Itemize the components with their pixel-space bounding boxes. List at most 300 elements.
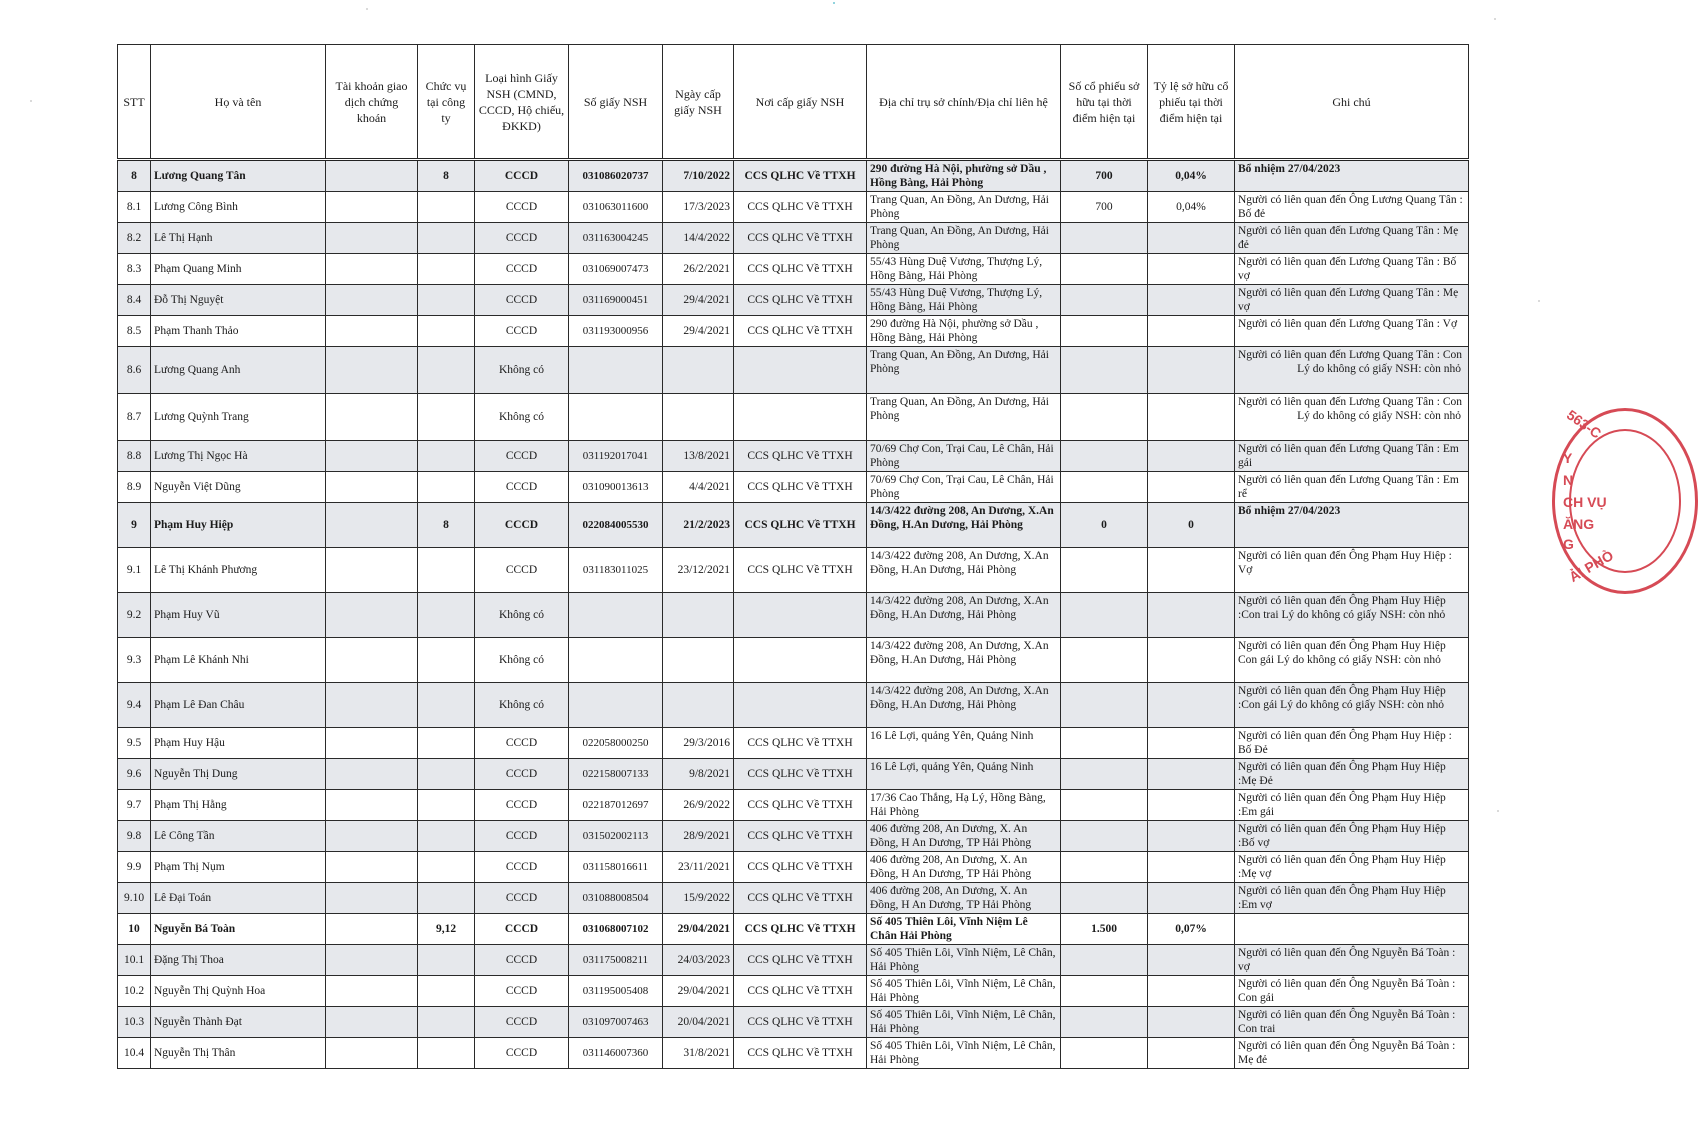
note-text: Người có liên quan đến Ông Lương Quang Tân : Bố đẻ — [1238, 194, 1463, 220]
table-row — [118, 945, 1469, 976]
note-cell — [1235, 790, 1469, 821]
account-cell — [326, 914, 418, 945]
scan-speck — [30, 100, 32, 102]
note-text: Người có liên quan đến Ông Nguyễn Bá Toàn : Con trai — [1238, 1009, 1456, 1035]
scan-speck — [1494, 18, 1496, 20]
note-text: Người có liên quan đến Lương Quang Tân : Em gái — [1238, 443, 1459, 469]
name-cell: Đỗ Thị Nguyệt — [151, 285, 326, 316]
name-cell: Lê Công Tần — [151, 821, 326, 852]
stt-cell: 8.2 — [118, 223, 151, 254]
id-number-cell: 031175008211 — [569, 945, 663, 976]
issue-place-cell — [734, 347, 867, 394]
shares-cell — [1061, 1007, 1148, 1038]
position-cell: 8 — [418, 503, 475, 548]
shares-cell — [1061, 790, 1148, 821]
account-cell — [326, 945, 418, 976]
position-cell — [418, 316, 475, 347]
issue-place-cell: CCS QLHC Về TTXH — [734, 1007, 867, 1038]
name-cell: Phạm Lê Đan Châu — [151, 683, 326, 728]
issue-date-cell: 9/8/2021 — [663, 759, 734, 790]
address-cell: Số 405 Thiên Lôi, Vĩnh Niệm, Lê Chân, Hải Phòng — [867, 1038, 1061, 1069]
id-number-cell: 031088008504 — [569, 883, 663, 914]
ratio-cell — [1148, 593, 1235, 638]
table-row — [118, 728, 1469, 759]
note-text: Bổ nhiệm 27/04/2023 — [1238, 163, 1341, 175]
table-row — [118, 638, 1469, 683]
shares-cell — [1061, 638, 1148, 683]
id-type-cell: Không có — [475, 683, 569, 728]
table-row — [118, 347, 1469, 394]
address-cell: Trang Quan, An Đồng, An Dương, Hải Phòng — [867, 394, 1061, 441]
id-type-cell: CCCD — [475, 548, 569, 593]
issue-date-cell: 23/11/2021 — [663, 852, 734, 883]
issue-date-cell — [663, 347, 734, 394]
account-cell — [326, 472, 418, 503]
id-type-cell: CCCD — [475, 759, 569, 790]
name-cell: Lương Quỳnh Trang — [151, 394, 326, 441]
stt-cell: 8.4 — [118, 285, 151, 316]
shares-cell — [1061, 945, 1148, 976]
seal-line: 563-C — [1563, 406, 1605, 442]
issue-date-cell: 29/04/2021 — [663, 976, 734, 1007]
position-cell — [418, 821, 475, 852]
issue-date-cell: 20/04/2021 — [663, 1007, 734, 1038]
header-account: Tài khoản giao dịch chứng khoán — [326, 45, 418, 160]
id-number-cell: 031158016611 — [569, 852, 663, 883]
issue-date-cell: 4/4/2021 — [663, 472, 734, 503]
id-number-cell: 031169000451 — [569, 285, 663, 316]
note-cell — [1235, 223, 1469, 254]
note-text: Người có liên quan đến Ông Phạm Huy Hiệp : Vợ — [1238, 550, 1452, 576]
note-cell — [1235, 548, 1469, 593]
issue-place-cell — [734, 638, 867, 683]
shares-cell — [1061, 821, 1148, 852]
account-cell — [326, 728, 418, 759]
issue-place-cell: CCS QLHC Về TTXH — [734, 976, 867, 1007]
table-row — [118, 759, 1469, 790]
position-cell — [418, 548, 475, 593]
id-number-cell: 031502002113 — [569, 821, 663, 852]
seal-line: CH VỤ — [1563, 494, 1607, 510]
stt-cell: 9.10 — [118, 883, 151, 914]
issue-place-cell: CCS QLHC Về TTXH — [734, 945, 867, 976]
note-text: Người có liên quan đến Ông Phạm Huy Hiệp :Bố vợ — [1238, 823, 1446, 849]
stt-cell: 8.6 — [118, 347, 151, 394]
name-cell: Lê Thị Hạnh — [151, 223, 326, 254]
account-cell — [326, 254, 418, 285]
id-type-cell: CCCD — [475, 914, 569, 945]
note-cell — [1235, 254, 1469, 285]
note-text: Người có liên quan đến Ông Phạm Huy Hiệp :Con gái Lý do không có giấy NSH: còn nhỏ — [1238, 685, 1446, 711]
stt-cell: 9.2 — [118, 593, 151, 638]
id-number-cell: 031090013613 — [569, 472, 663, 503]
shares-cell — [1061, 683, 1148, 728]
account-cell — [326, 316, 418, 347]
stt-cell: 9.5 — [118, 728, 151, 759]
position-cell — [418, 945, 475, 976]
note-cell — [1235, 1038, 1469, 1069]
note-text: Người có liên quan đến Lương Quang Tân : Vợ — [1238, 318, 1458, 330]
issue-date-cell — [663, 593, 734, 638]
table-row — [118, 254, 1469, 285]
table-row — [118, 223, 1469, 254]
position-cell — [418, 472, 475, 503]
issue-place-cell: CCS QLHC Về TTXH — [734, 548, 867, 593]
id-type-cell: CCCD — [475, 790, 569, 821]
position-cell — [418, 1007, 475, 1038]
name-cell: Phạm Thanh Thảo — [151, 316, 326, 347]
issue-place-cell: CCS QLHC Về TTXH — [734, 1038, 867, 1069]
id-number-cell: 022058000250 — [569, 728, 663, 759]
note-cell — [1235, 976, 1469, 1007]
address-cell: 14/3/422 đường 208, An Dương, X.An Đồng, H.An Dương, Hải Phòng — [867, 548, 1061, 593]
shares-cell — [1061, 728, 1148, 759]
id-type-cell: CCCD — [475, 285, 569, 316]
seal-line: N — [1563, 472, 1574, 488]
stt-cell: 8.3 — [118, 254, 151, 285]
id-type-cell: CCCD — [475, 223, 569, 254]
note-cell — [1235, 347, 1469, 394]
header-note: Ghi chú — [1235, 45, 1469, 160]
header-name: Họ và tên — [151, 45, 326, 160]
table-row — [118, 548, 1469, 593]
stt-cell: 10.1 — [118, 945, 151, 976]
stt-cell: 8 — [118, 160, 151, 192]
account-cell — [326, 821, 418, 852]
position-cell — [418, 1038, 475, 1069]
id-number-cell: 031192017041 — [569, 441, 663, 472]
ratio-cell: 0 — [1148, 503, 1235, 548]
id-type-cell: CCCD — [475, 1038, 569, 1069]
note-cell — [1235, 160, 1469, 192]
issue-date-cell: 13/8/2021 — [663, 441, 734, 472]
name-cell: Nguyễn Thị Quỳnh Hoa — [151, 976, 326, 1007]
id-type-cell: CCCD — [475, 728, 569, 759]
note-text: Người có liên quan đến Ông Phạm Huy Hiệp : Bố Đẻ — [1238, 730, 1452, 756]
stt-cell: 10.2 — [118, 976, 151, 1007]
stt-cell: 9.8 — [118, 821, 151, 852]
shares-cell: 1.500 — [1061, 914, 1148, 945]
stt-cell: 8.7 — [118, 394, 151, 441]
seal-line: ẢI PHÒ — [1566, 547, 1617, 585]
position-cell: 8 — [418, 160, 475, 192]
note-cell — [1235, 316, 1469, 347]
address-cell: Số 405 Thiên Lôi, Vĩnh Niệm, Lê Chân, Hải Phòng — [867, 945, 1061, 976]
id-type-cell: CCCD — [475, 160, 569, 192]
issue-date-cell — [663, 394, 734, 441]
position-cell — [418, 638, 475, 683]
issue-date-cell: 31/8/2021 — [663, 1038, 734, 1069]
address-cell: 55/43 Hùng Duệ Vương, Thượng Lý, Hồng Bàng, Hải Phòng — [867, 285, 1061, 316]
table-row — [118, 503, 1469, 548]
note-text: Người có liên quan đến Lương Quang Tân : Bố vợ — [1238, 256, 1457, 282]
account-cell — [326, 1038, 418, 1069]
shares-cell — [1061, 254, 1148, 285]
name-cell: Phạm Huy Hiệp — [151, 503, 326, 548]
id-type-cell: CCCD — [475, 852, 569, 883]
shares-cell — [1061, 472, 1148, 503]
shares-cell — [1061, 441, 1148, 472]
address-cell: Số 405 Thiên Lôi, Vĩnh Niệm, Lê Chân, Hải Phòng — [867, 1007, 1061, 1038]
ratio-cell — [1148, 852, 1235, 883]
issue-date-cell: 26/2/2021 — [663, 254, 734, 285]
id-number-cell: 031193000956 — [569, 316, 663, 347]
note-cell — [1235, 441, 1469, 472]
note-text: Người có liên quan đến Lương Quang Tân : Mẹ đẻ — [1238, 225, 1459, 251]
id-type-cell: CCCD — [475, 441, 569, 472]
table-row — [118, 1038, 1469, 1069]
header-ratio: Tỷ lệ sở hữu cổ phiếu tại thời điểm hiện tại — [1148, 45, 1235, 160]
position-cell — [418, 683, 475, 728]
table-body — [118, 160, 1469, 1069]
shares-cell — [1061, 285, 1148, 316]
note-text: Người có liên quan đến Ông Phạm Huy Hiệp :Em vợ — [1238, 885, 1446, 911]
address-cell: 17/36 Cao Thắng, Hạ Lý, Hồng Bàng, Hải Phòng — [867, 790, 1061, 821]
stt-cell: 8.1 — [118, 192, 151, 223]
shares-cell — [1061, 548, 1148, 593]
id-type-cell: CCCD — [475, 821, 569, 852]
account-cell — [326, 759, 418, 790]
name-cell: Lương Thị Ngọc Hà — [151, 441, 326, 472]
name-cell: Phạm Thị Nụm — [151, 852, 326, 883]
account-cell — [326, 160, 418, 192]
ratio-cell — [1148, 223, 1235, 254]
stt-cell: 9.1 — [118, 548, 151, 593]
issue-place-cell — [734, 593, 867, 638]
shares-cell: 0 — [1061, 503, 1148, 548]
address-cell: 406 đường 208, An Dương, X. An Đồng, H An Dương, TP Hải Phòng — [867, 821, 1061, 852]
note-text: Người có liên quan đến Ông Nguyễn Bá Toàn : Con gái — [1238, 978, 1456, 1004]
note-cell — [1235, 821, 1469, 852]
issue-place-cell — [734, 683, 867, 728]
shares-cell: 700 — [1061, 160, 1148, 192]
table-row — [118, 976, 1469, 1007]
stt-cell: 10.3 — [118, 1007, 151, 1038]
account-cell — [326, 503, 418, 548]
id-number-cell — [569, 638, 663, 683]
address-cell: 406 đường 208, An Dương, X. An Đồng, H An Dương, TP Hải Phòng — [867, 883, 1061, 914]
account-cell — [326, 638, 418, 683]
ratio-cell — [1148, 254, 1235, 285]
id-number-cell: 031097007463 — [569, 1007, 663, 1038]
shares-cell — [1061, 1038, 1148, 1069]
ratio-cell — [1148, 821, 1235, 852]
address-cell: Trang Quan, An Đồng, An Dương, Hải Phòng — [867, 347, 1061, 394]
address-cell: 16 Lê Lợi, quảng Yên, Quảng Ninh — [867, 728, 1061, 759]
id-type-cell: CCCD — [475, 472, 569, 503]
issue-place-cell: CCS QLHC Về TTXH — [734, 192, 867, 223]
note-text: Người có liên quan đến Ông Nguyễn Bá Toàn : Mẹ đẻ — [1238, 1040, 1456, 1066]
issue-place-cell — [734, 394, 867, 441]
address-cell: 14/3/422 đường 208, An Dương, X.An Đồng, H.An Dương, Hải Phòng — [867, 683, 1061, 728]
shares-cell — [1061, 883, 1148, 914]
address-cell: 14/3/422 đường 208, An Dương, X.An Đồng, H.An Dương, Hải Phòng — [867, 503, 1061, 548]
stt-cell: 8.5 — [118, 316, 151, 347]
issue-date-cell — [663, 638, 734, 683]
issue-date-cell: 29/4/2021 — [663, 285, 734, 316]
id-type-cell: CCCD — [475, 316, 569, 347]
issue-place-cell: CCS QLHC Về TTXH — [734, 759, 867, 790]
issue-place-cell: CCS QLHC Về TTXH — [734, 160, 867, 192]
header-address: Địa chỉ trụ sở chính/Địa chỉ liên hệ — [867, 45, 1061, 160]
issue-place-cell: CCS QLHC Về TTXH — [734, 285, 867, 316]
account-cell — [326, 548, 418, 593]
scan-speck — [833, 2, 835, 4]
note-text: Người có liên quan đến Ông Phạm Huy Hiệp :Em gái — [1238, 792, 1446, 818]
position-cell — [418, 593, 475, 638]
issue-date-cell: 15/9/2022 — [663, 883, 734, 914]
ratio-cell — [1148, 347, 1235, 394]
note-cell — [1235, 503, 1469, 548]
ratio-cell: 0,04% — [1148, 160, 1235, 192]
stt-cell: 9.3 — [118, 638, 151, 683]
name-cell: Phạm Huy Hậu — [151, 728, 326, 759]
table-row — [118, 1007, 1469, 1038]
table-row — [118, 316, 1469, 347]
ratio-cell: 0,04% — [1148, 192, 1235, 223]
shares-cell: 700 — [1061, 192, 1148, 223]
ratio-cell — [1148, 728, 1235, 759]
note-text: Người có liên quan đến Ông Phạm Huy Hiệp :Con trai Lý do không có giấy NSH: còn nhỏ — [1238, 595, 1446, 621]
account-cell — [326, 192, 418, 223]
address-cell: 290 đường Hà Nội, phường sở Dầu , Hồng Bàng, Hải Phòng — [867, 160, 1061, 192]
position-cell — [418, 883, 475, 914]
note-cell — [1235, 759, 1469, 790]
id-type-cell: CCCD — [475, 945, 569, 976]
issue-place-cell: CCS QLHC Về TTXH — [734, 821, 867, 852]
id-number-cell: 022084005530 — [569, 503, 663, 548]
address-cell: 70/69 Chợ Con, Trại Cau, Lê Chân, Hải Phòng — [867, 441, 1061, 472]
stt-cell: 10.4 — [118, 1038, 151, 1069]
stt-cell: 9.4 — [118, 683, 151, 728]
name-cell: Lê Thị Khánh Phương — [151, 548, 326, 593]
issue-place-cell: CCS QLHC Về TTXH — [734, 472, 867, 503]
address-cell: Trang Quan, An Đồng, An Dương, Hải Phòng — [867, 192, 1061, 223]
account-cell — [326, 347, 418, 394]
position-cell — [418, 223, 475, 254]
stt-cell: 10 — [118, 914, 151, 945]
seal-line: G — [1563, 536, 1574, 552]
note-text: Người có liên quan đến Ông Nguyễn Bá Toàn : vợ — [1238, 947, 1456, 973]
id-number-cell — [569, 593, 663, 638]
address-cell: 290 đường Hà Nội, phường sở Dầu , Hồng Bàng, Hải Phòng — [867, 316, 1061, 347]
shares-cell — [1061, 852, 1148, 883]
note-text: Người có liên quan đến Lương Quang Tân : Mẹ vợ — [1238, 287, 1459, 313]
note-cell — [1235, 883, 1469, 914]
address-cell: 14/3/422 đường 208, An Dương, X.An Đồng, H.An Dương, Hải Phòng — [867, 638, 1061, 683]
name-cell: Nguyễn Thị Dung — [151, 759, 326, 790]
position-cell — [418, 347, 475, 394]
note-text: Người có liên quan đến Lương Quang Tân : Con — [1238, 349, 1463, 361]
issue-date-cell: 23/12/2021 — [663, 548, 734, 593]
note-cell — [1235, 945, 1469, 976]
note-text: Người có liên quan đến Lương Quang Tân : Em rể — [1238, 474, 1459, 500]
id-number-cell — [569, 683, 663, 728]
ratio-cell — [1148, 945, 1235, 976]
note-cell — [1235, 285, 1469, 316]
account-cell — [326, 883, 418, 914]
id-type-cell: Không có — [475, 394, 569, 441]
table-row — [118, 683, 1469, 728]
note-cell — [1235, 472, 1469, 503]
stt-cell: 9.7 — [118, 790, 151, 821]
position-cell — [418, 254, 475, 285]
issue-date-cell: 29/3/2016 — [663, 728, 734, 759]
issue-place-cell: CCS QLHC Về TTXH — [734, 316, 867, 347]
issue-date-cell: 28/9/2021 — [663, 821, 734, 852]
name-cell: Phạm Lê Khánh Nhi — [151, 638, 326, 683]
seal-line: Y — [1563, 450, 1573, 466]
id-number-cell — [569, 347, 663, 394]
ratio-cell — [1148, 441, 1235, 472]
issue-date-cell: 21/2/2023 — [663, 503, 734, 548]
table-row — [118, 914, 1469, 945]
issue-place-cell: CCS QLHC Về TTXH — [734, 223, 867, 254]
id-number-cell: 031195005408 — [569, 976, 663, 1007]
id-type-cell: CCCD — [475, 192, 569, 223]
table-row — [118, 160, 1469, 192]
id-number-cell — [569, 394, 663, 441]
ratio-cell — [1148, 976, 1235, 1007]
issue-place-cell: CCS QLHC Về TTXH — [734, 503, 867, 548]
header-position: Chức vụ tại công ty — [418, 45, 475, 160]
issue-date-cell: 29/04/2021 — [663, 914, 734, 945]
account-cell — [326, 285, 418, 316]
note-cell — [1235, 683, 1469, 728]
table-row — [118, 472, 1469, 503]
address-cell: 14/3/422 đường 208, An Dương, X.An Đồng, H.An Dương, Hải Phòng — [867, 593, 1061, 638]
issue-date-cell: 17/3/2023 — [663, 192, 734, 223]
id-type-cell: CCCD — [475, 254, 569, 285]
issue-place-cell: CCS QLHC Về TTXH — [734, 790, 867, 821]
ratio-cell — [1148, 472, 1235, 503]
header-issue-date: Ngày cấp giấy NSH — [663, 45, 734, 160]
header-stt: STT — [118, 45, 151, 160]
stt-cell: 9.9 — [118, 852, 151, 883]
note-cell — [1235, 728, 1469, 759]
address-cell: 16 Lê Lợi, quảng Yên, Quảng Ninh — [867, 759, 1061, 790]
stt-cell: 8.9 — [118, 472, 151, 503]
ratio-cell — [1148, 759, 1235, 790]
id-number-cell: 022187012697 — [569, 790, 663, 821]
issue-place-cell: CCS QLHC Về TTXH — [734, 728, 867, 759]
id-type-cell: CCCD — [475, 883, 569, 914]
ratio-cell — [1148, 638, 1235, 683]
position-cell: 9,12 — [418, 914, 475, 945]
address-cell: Số 405 Thiên Lôi, Vĩnh Niệm Lê Chân Hải Phòng — [867, 914, 1061, 945]
id-type-cell: CCCD — [475, 503, 569, 548]
ratio-cell — [1148, 548, 1235, 593]
stt-cell: 9.6 — [118, 759, 151, 790]
id-number-cell: 031068007102 — [569, 914, 663, 945]
company-seal — [1552, 408, 1698, 594]
table-row — [118, 441, 1469, 472]
address-cell: 406 đường 208, An Dương, X. An Đồng, H An Dương, TP Hải Phòng — [867, 852, 1061, 883]
name-cell: Nguyễn Thị Thân — [151, 1038, 326, 1069]
shares-cell — [1061, 976, 1148, 1007]
address-cell: 55/43 Hùng Duệ Vương, Thượng Lý, Hồng Bàng, Hải Phòng — [867, 254, 1061, 285]
stt-cell: 8.8 — [118, 441, 151, 472]
account-cell — [326, 683, 418, 728]
issue-place-cell: CCS QLHC Về TTXH — [734, 441, 867, 472]
header-row — [118, 45, 1469, 160]
note-text: Người có liên quan đến Ông Phạm Huy Hiệp Con gái Lý do không có giấy NSH: còn nhỏ — [1238, 640, 1446, 666]
stt-cell: 9 — [118, 503, 151, 548]
position-cell — [418, 976, 475, 1007]
account-cell — [326, 394, 418, 441]
id-type-cell: Không có — [475, 638, 569, 683]
name-cell: Phạm Huy Vũ — [151, 593, 326, 638]
